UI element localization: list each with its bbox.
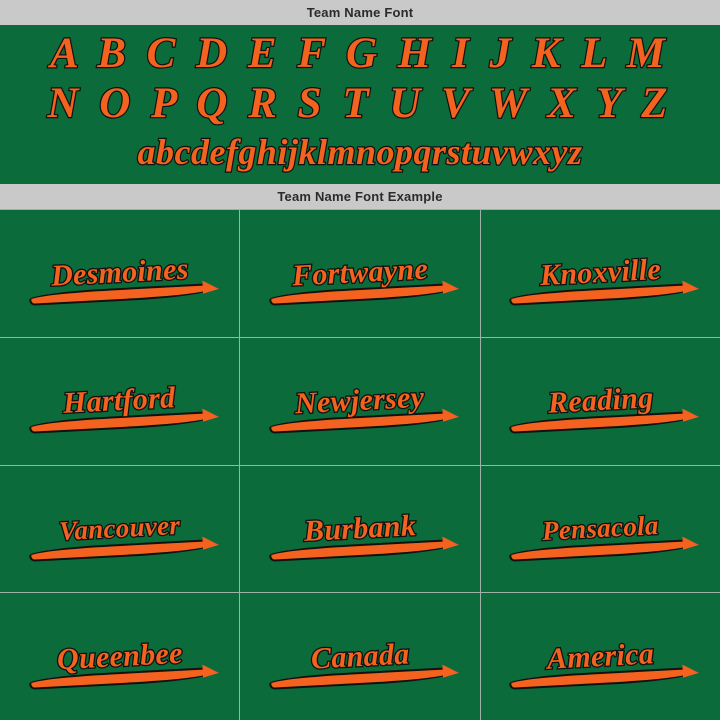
team-name-label: Reading [546, 381, 654, 420]
example-section-header: Team Name Font Example [0, 184, 720, 209]
alphabet-lowercase-row: abcdefghijklmnopqrstuvwxyz [137, 132, 583, 173]
team-name-label: Pensacola [541, 510, 660, 547]
team-name-example-cell[interactable] [240, 210, 479, 337]
alphabet-uppercase-row-1: A B C D E F G H I J K L M [50, 30, 670, 78]
team-name-example-cell[interactable] [0, 210, 239, 337]
team-name-label: America [545, 636, 655, 676]
alphabet-display [0, 25, 720, 184]
team-name-label: Newjersey [294, 380, 426, 421]
font-section-header: Team Name Font [0, 0, 720, 25]
team-name-example-cell[interactable] [240, 466, 479, 593]
team-name-example-cell[interactable] [481, 338, 720, 465]
team-name-example-cell[interactable] [0, 593, 239, 720]
team-name-label: Vancouver [58, 510, 181, 547]
team-name-label: Desmoines [50, 252, 190, 294]
team-name-label: Burbank [303, 509, 417, 548]
team-name-example-grid [0, 209, 720, 720]
team-name-label: Fortwayne [291, 252, 429, 294]
team-name-example-cell[interactable] [240, 593, 479, 720]
team-name-example-cell[interactable] [240, 338, 479, 465]
team-name-example-cell[interactable] [481, 210, 720, 337]
team-name-label: Canada [309, 637, 411, 676]
team-name-label: Knoxville [538, 253, 662, 293]
team-name-example-cell[interactable] [0, 338, 239, 465]
alphabet-uppercase-row-2: N O P Q R S T U V W X Y Z [47, 80, 673, 128]
team-name-label: Hartford [62, 381, 177, 421]
team-name-example-cell[interactable] [481, 466, 720, 593]
team-name-example-cell[interactable] [481, 593, 720, 720]
team-name-example-cell[interactable] [0, 466, 239, 593]
team-name-label: Queenbee [56, 636, 184, 676]
